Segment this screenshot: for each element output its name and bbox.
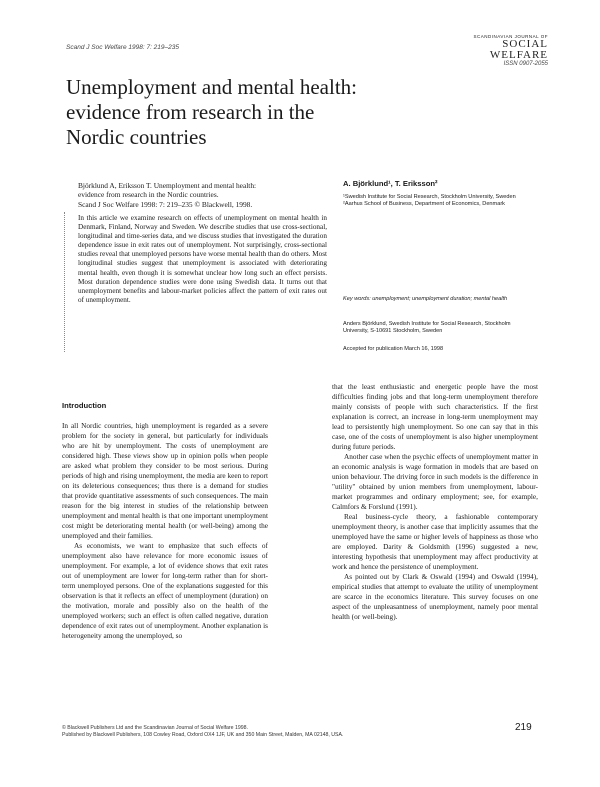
paragraph: Another case when the psychic effects of unemployment matter in an economic analysis is wage formation in models that are based on union behaviour. The driving force in such models is the difference in "utility" obtained by union members from unemployment, labour-market programmes and ordinary employment; see, for example, Calmfors & Forslund (1991). — [332, 452, 538, 511]
paragraph: As economists, we want to emphasize that such effects of unemployment also have relevance for more economic issues of unemployment. For example, a lot of evidence shows that exit rates out of unemployment are lower for long-term rather than for short-term unemployed persons. One of the explanations suggested for this observation is that it reflects an effect of unemployment (duration) on the motivation, morale and possibly also on the health of the unemployed workers; such an effect is often called negative, duration dependence of exit rates out of unemployment. Another explanation is heterogeneity among the unemployed, so — [62, 541, 268, 640]
issn: ISSN 0907-2055 — [503, 61, 548, 67]
paragraph: As pointed out by Clark & Oswald (1994) and Oswald (1994), empirical studies that attempt to evaluate the utility of unemployment are scarce in the economics literature. This survey focuses on one aspect of the unpleasantness of unemployment, namely poor mental health (or well-being). — [332, 572, 538, 621]
citation-line-1: Björklund A, Eriksson T. Unemployment and mental health: — [78, 181, 257, 190]
authors: A. Björklund¹, T. Eriksson² — [343, 179, 438, 188]
citation — [78, 181, 323, 209]
brand-line-2: WELFARE — [489, 49, 548, 61]
accepted-date: Accepted for publication March 16, 1998 — [343, 346, 444, 352]
right-column — [332, 382, 538, 622]
brand-small-text: SCANDINAVIAN JOURNAL OF — [473, 34, 548, 39]
article-title — [66, 75, 526, 150]
affiliations: ¹Swedish Institute for Social Research, Stockholm University, Sweden ²Aarhus School of Business, Department of Economics, Denmark — [343, 194, 516, 208]
footer-line-1: © Blackwell Publishers Ltd and the Scandinavian Journal of Social Welfare 1998. — [62, 725, 248, 731]
title-line-2: evidence from research in the — [66, 100, 315, 124]
footer — [62, 725, 482, 739]
paragraph: that the least enthusiastic and energetic people have the most difficulties finding jobs and that long-term unemployment therefore mainly consists of people with such characteristics. If the first explanation is correct, an increase in long-term unemployment may lead to persistently high unemployment. So one can say that in this case, one of the costs of unemployment is also higher unemployment during future periods. — [332, 382, 538, 451]
citation-line-2: evidence from research in the Nordic countries. — [78, 190, 219, 200]
title-line-3: Nordic countries — [66, 125, 207, 149]
correspondence-address: Anders Björklund, Swedish Institute for Social Research, Stockholm University, S-10691 Stockholm, Sweden — [343, 321, 511, 335]
paragraph: In all Nordic countries, high unemployment is regarded as a severe problem for the society in general, but particularly for individuals who are hit by unemployment. The costs of unemployment are considered high. These views show up in opinion polls when people are asked what problem they consider to be most serious. During periods of high and rising unemployment, the media are keen to report on its deleterious consequences; thus there is a demand for studies that provide quantitative assessments of such consequences. The main reason for the big interest in studies of the relationship between unemployment and mental health is that one important unemployment cost might be deteriorating mental health (or well-being) among the unemployed and their families. — [62, 421, 268, 540]
keywords: Key words: unemployment; unemployment duration; mental health — [343, 296, 508, 302]
brand-line-1: SOCIAL — [502, 38, 548, 50]
section-heading: Introduction — [62, 401, 107, 410]
abstract-margin-rule — [64, 212, 65, 352]
citation-line-3: Scand J Soc Welfare 1998: 7: 219–235 © Blackwell, 1998. — [78, 199, 253, 209]
journal-reference: Scand J Soc Welfare 1998: 7: 219–235 — [66, 44, 179, 51]
paragraph: Real business-cycle theory, a fashionable contemporary unemployment theory, is another case that implicitly assumes that the unemployed have the same or higher levels of happiness as those who are employed. Darity & Goldsmith (1996) suggested a new, interesting hypothesis that unemployment may affect productivity at work and hence the persistence of unemployment. — [332, 512, 538, 571]
footer-line-2: Published by Blackwell Publishers, 108 Cowley Road, Oxford OX4 1JF, UK and 350 Main Street, Malden, MA 02148, USA. — [62, 732, 344, 738]
page-number: 219 — [515, 722, 532, 733]
abstract: In this article we examine research on effects of unemployment on mental health in Denmark, Finland, Norway and Sweden. We describe studies that use cross-sectional, longitudinal and time-series data, and we discuss studies that investigated the duration dependence issue in exit rates out of unemployment. Not surprisingly, cross-sectional studies reveal that unemployed persons have worse mental health than do others. Most longitudinal studies suggest that unemployment is associated with deteriorating mental health, even though it is somewhat unclear how long such an effect persists. Most duration dependence studies were done using Swedish data. It turns out that unemployment benefits and labour-market policies affect the pattern of exit rates out of unemployment. — [78, 214, 327, 304]
title-line-1: Unemployment and mental health: — [66, 75, 358, 99]
left-column — [62, 421, 268, 641]
journal-brand — [473, 34, 548, 67]
